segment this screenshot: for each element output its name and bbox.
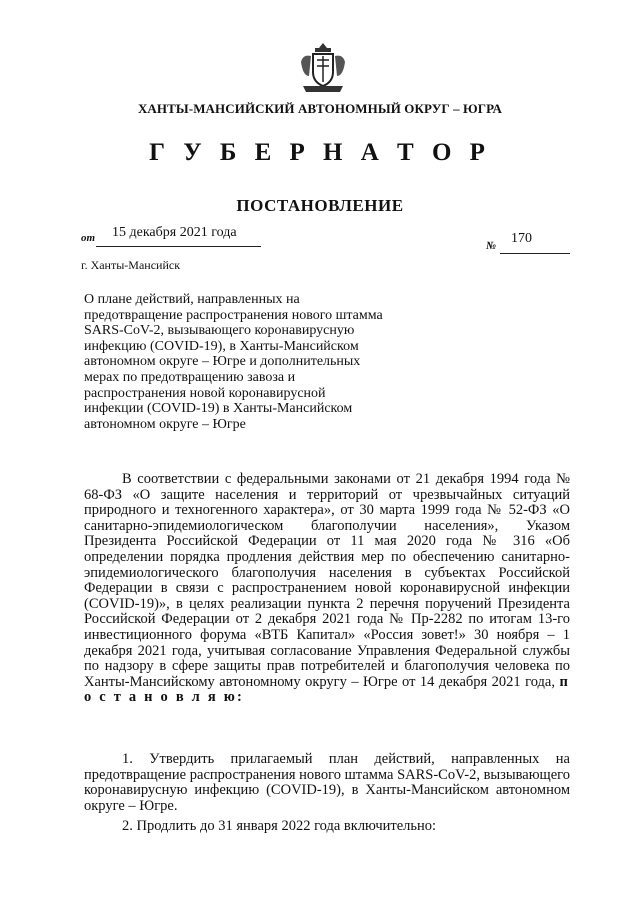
subject-line: О плане действий, направленных на (84, 292, 300, 307)
subject-line: инфекцию (COVID-19), в Ханты-Мансийском (84, 338, 359, 354)
date-underline (96, 246, 261, 247)
subject-line: SARS-CoV-2, вызывающего коронавирусную (84, 323, 355, 339)
item-2-paragraph: 2. Продлить до 31 января 2022 года включительно: (122, 818, 437, 834)
resolves-keyword: п о с т а н о в л я ю: (84, 673, 571, 706)
subject-line: предотвращение распространения нового штамма (84, 307, 383, 323)
subject-line: распространения новой коронавирусной (84, 385, 326, 401)
document-type: ПОСТАНОВЛЕНИЕ (236, 196, 404, 215)
coat-of-arms-icon (295, 40, 351, 96)
subject-line: инфекции (COVID-19) в Ханты-Мансийском (84, 401, 353, 417)
date-label: от (81, 232, 96, 244)
preamble-text: В соответствии с федеральными законами от 21 декабря 1994 года № 68-ФЗ «О защите населения и территорий от чрезвычайных ситуаций природного и техногенного характера», от 30 марта 1999 года № 52-ФЗ «О санитарно-эпидемиологическом благополучии населения», Указом Президента Российской Федерации от 11 мая 2020 года № 316 «Об определении порядка продления действия мер по обеспечению санитарно-эпидемиологического благополучия населения в субъектах Российской Федерации в связи с распространением новой коронавирусной инфекции (COVID-19)», в целях реализации пункта 2 перечня поручений Президента Российской Федерации от 2 декабря 2021 года № Пр-2282 по итогам 13-го инвестиционного форума «ВТБ Капитал» «Россия зовет!» 30 ноября – 1 декабря 2021 года, учитывая согласование Управления Федеральной службы по надзору в сфере защиты прав потребителей и благополучия человека по Ханты-Мансийскому автономному округу – Югре от 14 декабря 2021 года, (84, 471, 570, 690)
decree-date: 15 декабря 2021 года (112, 225, 237, 240)
decree-subject (84, 292, 394, 432)
decree-number: 170 (511, 231, 532, 246)
city: г. Ханты-Мансийск (81, 258, 181, 272)
preamble-paragraph (84, 472, 570, 706)
region-name: ХАНТЫ-МАНСИЙСКИЙ АВТОНОМНЫЙ ОКРУГ – ЮГРА (137, 101, 503, 116)
subject-line: мерах по предотвращению завоза и (84, 369, 296, 385)
governor-title: Г У Б Е Р Н А Т О Р (149, 139, 491, 166)
item-1-paragraph: 1. Утвердить прилагаемый план действий, направленных на предотвращение распространения нового штамма SARS-CoV-2, вызывающего коронавирусную инфекцию (COVID-19), в Ханты-Мансийском автономном округе – Югре. (84, 751, 570, 814)
number-label: № (486, 240, 497, 252)
number-underline (500, 253, 570, 254)
subject-line: автономном округе – Югре и дополнительных (84, 354, 361, 370)
subject-line: автономном округе – Югре (84, 416, 246, 432)
